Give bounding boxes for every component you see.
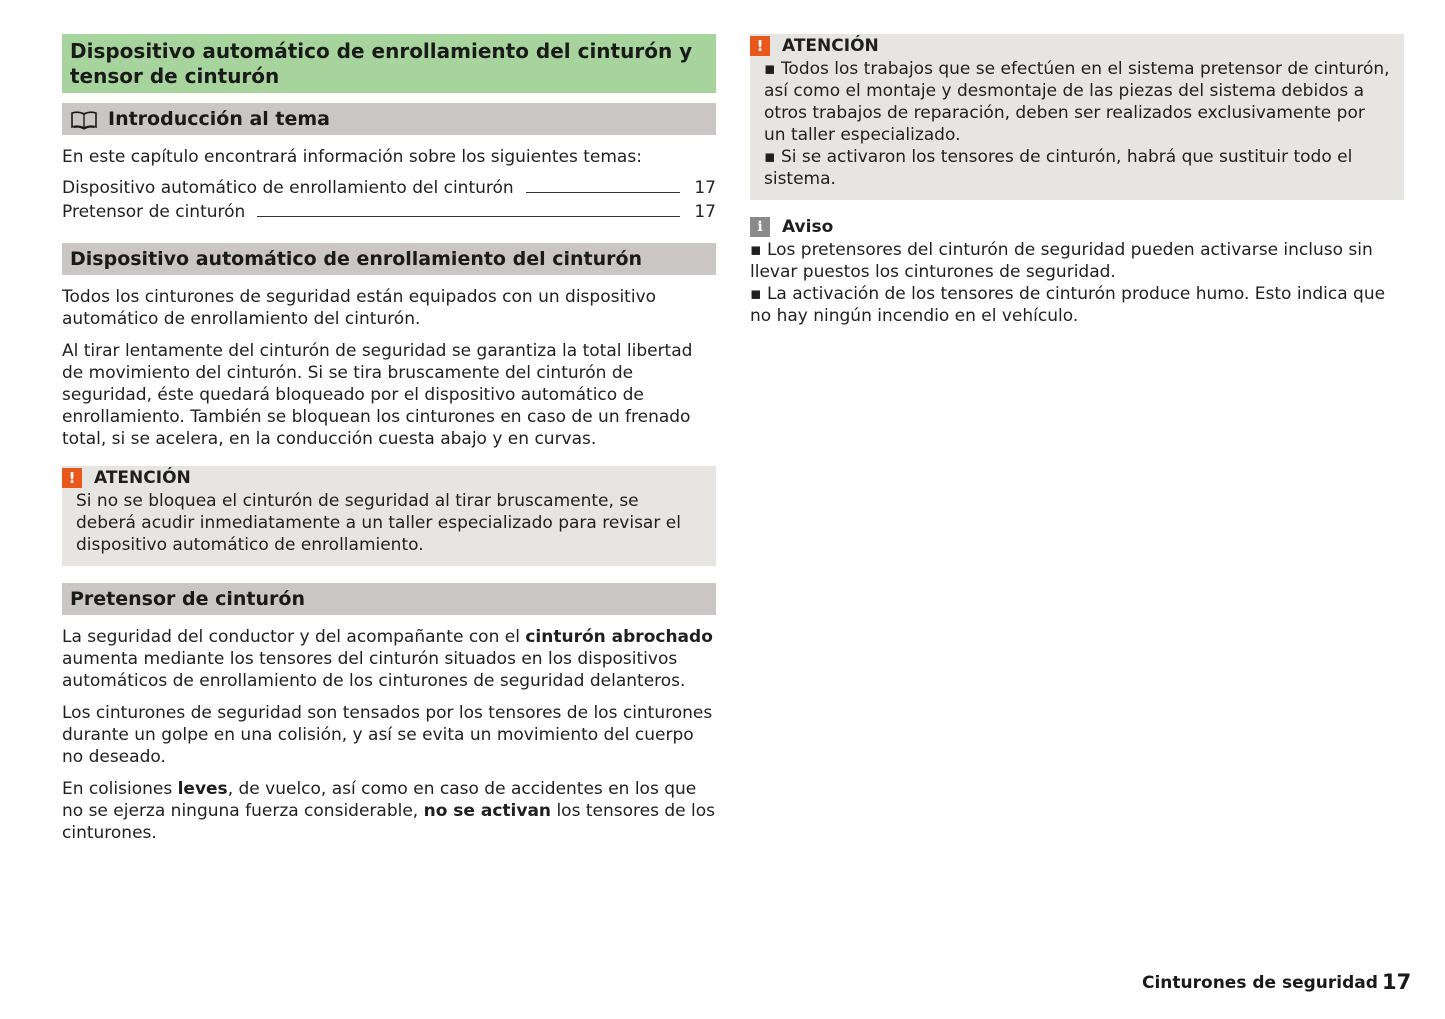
toc-entry-retractor[interactable] [62, 177, 716, 199]
section-pretensioner-heading: Pretensor de cinturón [62, 583, 716, 615]
warning-header [750, 34, 1390, 58]
toc-leader-line [526, 192, 680, 193]
toc-leader-line [257, 216, 680, 217]
pretensioner-warning-box [750, 34, 1404, 200]
warning-item: ▪ Si se activaron los tensores de cinturón, habrá que sustituir todo el sistema. [764, 146, 1390, 190]
notice-item: ▪ La activación de los tensores de cinturón produce humo. Esto indica que no hay ningún incendio en el vehículo. [750, 283, 1404, 327]
emphasis-not-activated: no se activan [423, 801, 552, 821]
toc-label: Dispositivo automático de enrollamiento del cinturón [62, 178, 514, 198]
toc-page-number: 17 [694, 178, 716, 198]
warning-title: ATENCIÓN [94, 468, 191, 488]
pretensioner-paragraph-1: La seguridad del conductor y del acompañante con el cinturón abrochado aumenta mediante los tensores del cinturón situados en los dispositivos automáticos de enrollamiento de los cinturones de seguridad delanteros. [62, 627, 713, 691]
footer-page-number: 17 [1382, 970, 1412, 994]
retractor-warning-box [62, 466, 716, 566]
left-column [62, 34, 716, 844]
footer-chapter-title: Cinturones de seguridad [1142, 973, 1378, 993]
toc-page-number: 17 [694, 202, 716, 222]
pretensioner-paragraph-2: Los cinturones de seguridad son tensados por los tensores de los cinturones durante un golpe en una colisión, y así se evita un movimiento del cuerpo no deseado. [62, 703, 713, 767]
notice-title: Aviso [782, 217, 834, 237]
info-icon: i [750, 217, 770, 237]
notice-item: ▪ Los pretensores del cinturón de seguridad pueden activarse incluso sin llevar puestos los cinturones de seguridad. [750, 239, 1404, 283]
right-column [750, 34, 1404, 327]
warning-item: ▪ Todos los trabajos que se efectúen en el sistema pretensor de cinturón, así como el montaje y desmontaje de las piezas del sistema debidos a otros trabajos de reparación, deben ser realizados exclusivamente por un taller especializado. [764, 58, 1390, 146]
emphasis-light: leves [177, 779, 228, 799]
warning-icon: ! [62, 468, 82, 488]
emphasis-buckled: cinturón abrochado [525, 627, 713, 647]
toc-label: Pretensor de cinturón [62, 202, 246, 222]
retractor-paragraph-1: Todos los cinturones de seguridad están equipados con un dispositivo automático de enrollamiento del cinturón. [62, 287, 657, 329]
book-icon [70, 110, 98, 130]
notice-block [750, 215, 1404, 327]
warning-icon: ! [750, 36, 770, 56]
warning-title: ATENCIÓN [782, 36, 879, 56]
intro-title: Introducción al tema [108, 108, 330, 130]
notice-header [750, 215, 1404, 239]
table-of-contents [62, 177, 716, 223]
main-heading: Dispositivo automático de enrollamiento del cinturón y tensor de cinturón [62, 34, 716, 93]
section-retractor-heading: Dispositivo automático de enrollamiento del cinturón [62, 243, 716, 275]
retractor-paragraph-2: Al tirar lentamente del cinturón de seguridad se garantiza la total libertad de movimiento del cinturón. Si se tira bruscamente del cinturón de seguridad, éste quedará bloqueado por el dispositivo automático de enrollamiento. También se bloquean los cinturones en caso de un frenado total, si se acelera, en la conducción cuesta abajo y en curvas. [62, 341, 693, 449]
warning-header [62, 466, 702, 490]
intro-lead: En este capítulo encontrará información sobre los siguientes temas: [62, 147, 642, 167]
intro-heading [62, 103, 716, 135]
pretensioner-paragraph-3: En colisiones leves, de vuelco, así como en caso de accidentes en los que no se ejerza ninguna fuerza considerable, no se activan los tensores de los cinturones. [62, 779, 715, 843]
toc-entry-pretensioner[interactable] [62, 201, 716, 223]
warning-text: Si no se bloquea el cinturón de seguridad al tirar bruscamente, se deberá acudir inmediatamente a un taller especializado para revisar el dispositivo automático de enrollamiento. [76, 491, 681, 555]
